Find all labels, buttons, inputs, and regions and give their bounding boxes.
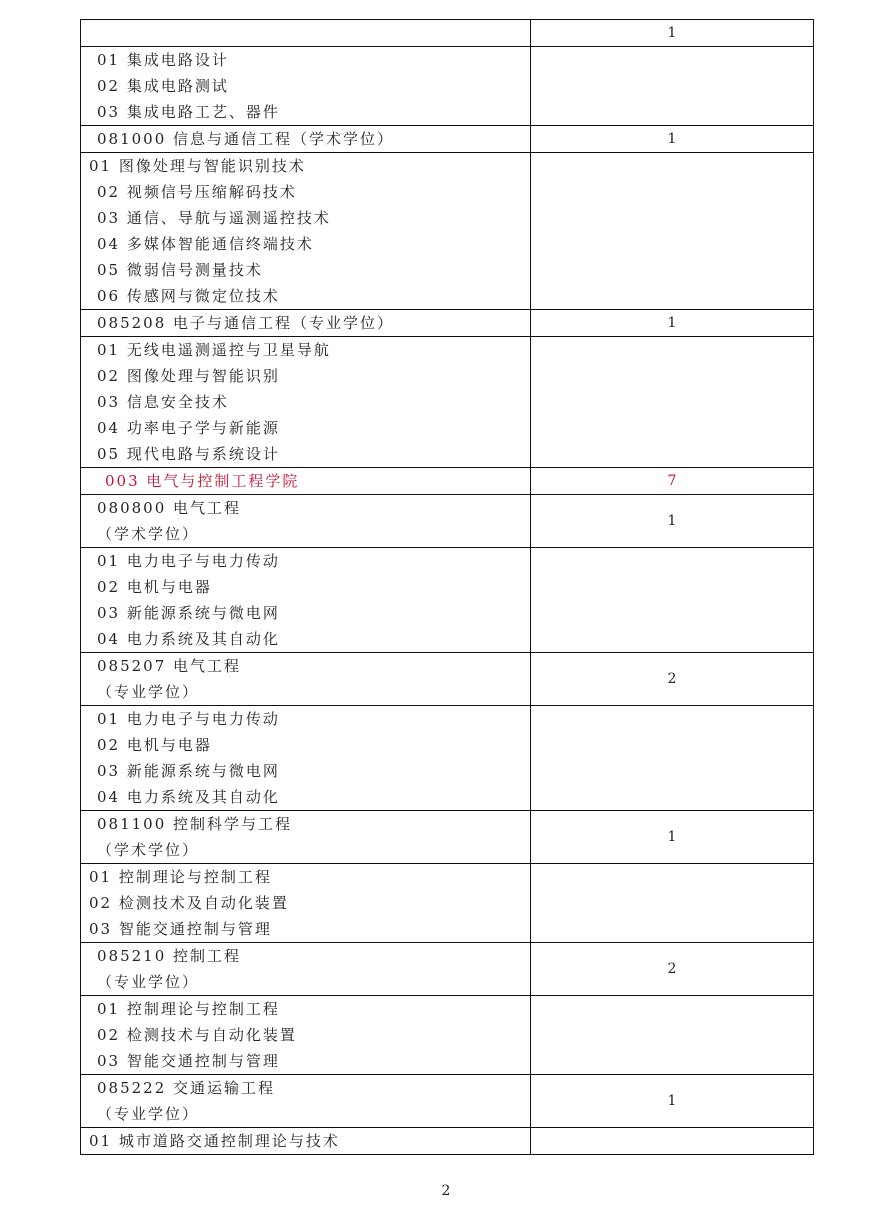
program-line: （专业学位） xyxy=(97,1105,200,1123)
table-row xyxy=(81,864,814,943)
program-line: 02 图像处理与智能识别 xyxy=(97,367,280,385)
program-line: 03 新能源系统与微电网 xyxy=(97,604,280,622)
program-line: 02 电机与电器 xyxy=(97,736,212,754)
enrollment-count-cell: 1 xyxy=(531,495,814,548)
table-row xyxy=(81,153,814,310)
enrollment-count-cell xyxy=(531,864,814,943)
program-cell xyxy=(81,468,531,495)
program-line: 03 通信、导航与遥测遥控技术 xyxy=(97,209,331,227)
program-line: （学术学位） xyxy=(97,525,200,543)
table-row xyxy=(81,1128,814,1155)
enrollment-count-cell: 1 xyxy=(531,126,814,153)
program-table xyxy=(80,19,814,1155)
program-cell xyxy=(81,548,531,653)
program-cell xyxy=(81,337,531,468)
program-line: 03 智能交通控制与管理 xyxy=(89,920,272,938)
program-cell xyxy=(81,47,531,126)
enrollment-count-cell xyxy=(531,153,814,310)
program-line: 04 功率电子学与新能源 xyxy=(97,419,280,437)
program-line: 01 城市道路交通控制理论与技术 xyxy=(89,1132,340,1150)
program-line: （专业学位） xyxy=(97,973,200,991)
program-line: 085207 电气工程 xyxy=(97,657,242,675)
enrollment-count-cell: 2 xyxy=(531,653,814,706)
program-line: 01 控制理论与控制工程 xyxy=(97,1000,280,1018)
enrollment-count-cell: 1 xyxy=(531,1075,814,1128)
page-number: 2 xyxy=(441,1183,451,1199)
program-line: 080800 电气工程 xyxy=(97,499,242,517)
program-line: 01 电力电子与电力传动 xyxy=(97,710,280,728)
program-line: 01 无线电遥测遥控与卫星导航 xyxy=(97,341,331,359)
program-table-body xyxy=(81,20,814,1155)
college-row xyxy=(81,468,814,495)
program-cell xyxy=(81,864,531,943)
program-line xyxy=(81,20,530,46)
program-line: 06 传感网与微定位技术 xyxy=(97,287,280,305)
program-cell xyxy=(81,310,531,337)
program-cell xyxy=(81,153,531,310)
table-row xyxy=(81,47,814,126)
program-line: 05 现代电路与系统设计 xyxy=(97,445,280,463)
table-row xyxy=(81,310,814,337)
enrollment-count-cell xyxy=(531,47,814,126)
program-cell xyxy=(81,943,531,996)
program-cell xyxy=(81,811,531,864)
enrollment-count-cell: 1 xyxy=(531,20,814,47)
program-line: 02 集成电路测试 xyxy=(97,77,229,95)
enrollment-count-cell: 7 xyxy=(531,468,814,495)
program-line: 02 检测技术与自动化装置 xyxy=(97,1026,297,1044)
table-row xyxy=(81,996,814,1075)
program-cell xyxy=(81,1075,531,1128)
program-line: 04 多媒体智能通信终端技术 xyxy=(97,235,314,253)
program-line: 03 新能源系统与微电网 xyxy=(97,762,280,780)
table-row xyxy=(81,706,814,811)
program-line: 02 检测技术及自动化装置 xyxy=(89,894,289,912)
program-line: 003 电气与控制工程学院 xyxy=(105,472,300,490)
program-line: 01 集成电路设计 xyxy=(97,51,229,69)
enrollment-count-cell: 1 xyxy=(531,310,814,337)
table-row xyxy=(81,653,814,706)
program-line: （学术学位） xyxy=(97,841,200,859)
program-cell xyxy=(81,706,531,811)
table-row xyxy=(81,495,814,548)
program-line: 04 电力系统及其自动化 xyxy=(97,788,280,806)
program-line: 02 视频信号压缩解码技术 xyxy=(97,183,297,201)
enrollment-count-cell xyxy=(531,996,814,1075)
program-line: 03 集成电路工艺、器件 xyxy=(97,103,280,121)
enrollment-count-cell xyxy=(531,337,814,468)
program-cell xyxy=(81,495,531,548)
program-cell xyxy=(81,1128,531,1155)
table-row xyxy=(81,20,814,47)
program-line: 081000 信息与通信工程（学术学位） xyxy=(97,130,395,148)
table-row xyxy=(81,126,814,153)
enrollment-count-cell xyxy=(531,706,814,811)
program-line: 085222 交通运输工程 xyxy=(97,1079,276,1097)
program-cell xyxy=(81,996,531,1075)
program-line: 01 图像处理与智能识别技术 xyxy=(89,157,306,175)
program-line: 03 信息安全技术 xyxy=(97,393,229,411)
program-line: 05 微弱信号测量技术 xyxy=(97,261,263,279)
program-line: 085208 电子与通信工程（专业学位） xyxy=(97,314,395,332)
enrollment-count-cell xyxy=(531,1128,814,1155)
program-line: （专业学位） xyxy=(97,683,200,701)
program-line: 081100 控制科学与工程 xyxy=(97,815,293,833)
program-line: 01 控制理论与控制工程 xyxy=(89,868,272,886)
program-line: 02 电机与电器 xyxy=(97,578,212,596)
table-row xyxy=(81,811,814,864)
table-row xyxy=(81,337,814,468)
enrollment-count-cell: 2 xyxy=(531,943,814,996)
program-cell xyxy=(81,126,531,153)
program-cell xyxy=(81,653,531,706)
program-cell xyxy=(81,20,531,47)
enrollment-count-cell xyxy=(531,548,814,653)
program-line: 03 智能交通控制与管理 xyxy=(97,1052,280,1070)
program-line: 01 电力电子与电力传动 xyxy=(97,552,280,570)
program-line: 04 电力系统及其自动化 xyxy=(97,630,280,648)
program-line: 085210 控制工程 xyxy=(97,947,242,965)
table-row xyxy=(81,943,814,996)
table-row xyxy=(81,548,814,653)
enrollment-count-cell: 1 xyxy=(531,811,814,864)
table-row xyxy=(81,1075,814,1128)
